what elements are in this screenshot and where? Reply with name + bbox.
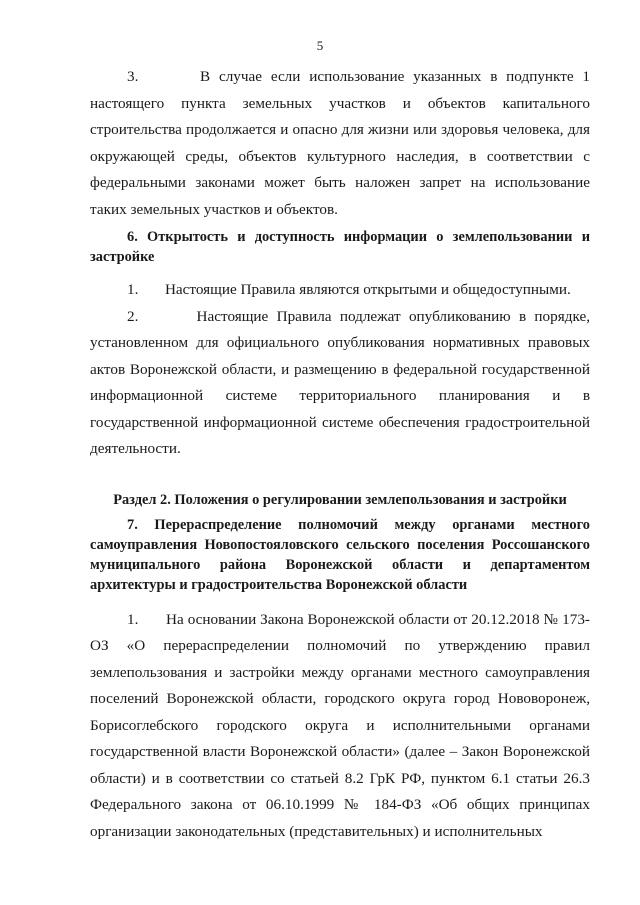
page-content [90,64,590,845]
paragraph-clause-1: 1. Настоящие Правила являются открытыми и общедоступными. [127,281,571,298]
heading-section-7: 7. Перераспределение полномочий между органами местного самоуправления Новопостояловского сельского поселения Россошанского муниципального района Воронежской области и департаментом архитектуры и градостроительства Воронежской области [90,516,590,593]
paragraph-clause-2: 2. Настоящие Правила подлежат опубликованию в порядке, установленном для официального опубликования нормативных правовых актов Воронежской области, и размещению в федеральной государственной информационной системе территориального планирования и в государственной информационной системе обеспечения градостроительной деятельности. [90,307,590,457]
section-2-title: Раздел 2. Положения о регулировании землепользования и застройки [113,491,567,508]
heading-section-6: 6. Открытость и доступность информации о землепользовании и застройке [90,229,590,265]
page-number: 5 [316,38,324,53]
paragraph-clause-1-law: 1. На основании Закона Воронежской области от 20.12.2018 № 173-ОЗ «О перераспределении полномочий по утверждению правил землепользования и застройки между органами местного самоуправления поселений Воронежской области, городского округа город Нововоронеж, Борисоглебского городского округа и исполнительными органами государственной власти Воронежской области» (далее – Закон Воронежской области) и в соответствии со статьей 8.2 ГрК РФ, пунктом 6.1 статьи 26.3 Федерального закона от 06.10.1999 № 184-ФЗ «Об общих принципах организации законодательных (представительных) и исполнительных [90,610,590,840]
paragraph-clause-3: 3. В случае если использование указанных в подпункте 1 настоящего пункта земельных участков и объектов капитального строительства продолжается и опасно для жизни или здоровья человека, для окружающей среды, объектов культурного наследия, в соответствии с федеральными законами может быть наложен запрет на использование таких земельных участков и объектов. [90,68,590,218]
